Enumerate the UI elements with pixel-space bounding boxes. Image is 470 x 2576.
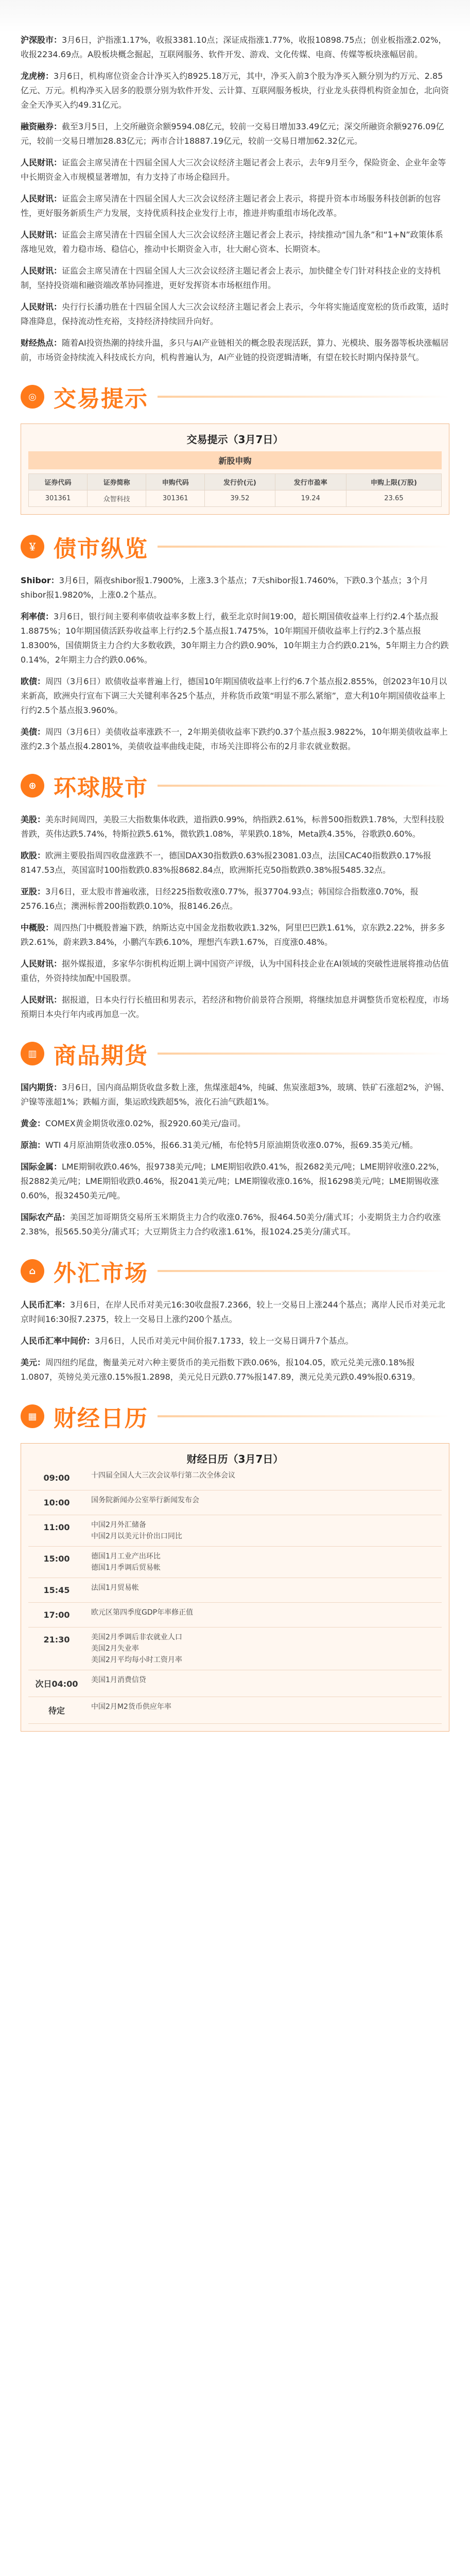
- paragraph: [21, 885, 449, 913]
- calendar-events: [85, 1547, 442, 1578]
- calendar-time: 17:00: [43, 1610, 70, 1620]
- section-banner-global: [21, 769, 449, 802]
- calendar-row: [28, 1515, 442, 1547]
- paragraph-text: 央行行长潘功胜在十四届全国人大三次会议经济主题记者会上表示，今年将实施适度宽松的货币政策，适时降准降息，保持流动性充裕，支持经济持续回升向好。: [21, 302, 449, 326]
- calendar-events: [85, 1490, 442, 1515]
- paragraph-text: 证监会主席吴清在十四届全国人大三次会议经济主题记者会上表示，将提升资本市场服务科技创新的包容性，更好服务新质生产力发展，支持优质科技企业发行上市，推进并购重组市场化改革。: [21, 194, 441, 218]
- paragraph-label: 中概股：: [21, 923, 54, 933]
- column-header: 发行市盈率: [275, 474, 346, 490]
- globe-icon: ⊕: [21, 774, 44, 798]
- paragraph-label: 国际农产品：: [21, 1212, 71, 1222]
- paragraph-label: Shibor：: [21, 575, 59, 585]
- calendar-row: [28, 1697, 442, 1724]
- section-divider: [158, 1053, 449, 1055]
- calendar-time: 09:00: [43, 1473, 70, 1483]
- paragraph-label: 人民财讯：: [21, 158, 62, 167]
- section-icon: ◎: [21, 385, 44, 409]
- paragraph-text: 3月6日，银行间主要利率债收益率多数上行，截至北京时间19:00，超长期国债收益率上行约2.4个基点报1.8875%；10年期国债活跃券收益率上行约2.5个基点报1.7475%，10年期国开债收益率上行约2.3个基点报1.8300%，国债期货主力合约大多数收跌，30年期主力合约跌0.90%，10年期主力合约跌0.21%，5年期主力合约跌0.14%，2年期主力合约跌0.06%。: [21, 612, 449, 665]
- calendar-event: 美国2月季调后非农就业人口: [91, 1633, 182, 1641]
- paragraph: [21, 609, 449, 667]
- calendar-row: [28, 1603, 442, 1628]
- paragraph: [21, 993, 449, 1022]
- calendar-event: 中国2月M2货币供应年率: [91, 1703, 171, 1711]
- paragraph-text: 周四热门中概股普遍下跌，纳斯达克中国金龙指数收跌1.32%，阿里巴巴跌1.61%，京东跌2.22%，拼多多跌2.61%，蔚来跌3.84%，小鹏汽车跌6.10%，理想汽车跌1.67%，百度涨0.48%。: [21, 923, 445, 947]
- paragraph-text: 3月6日，国内商品期货收盘多数上涨，焦煤涨超4%，纯碱、焦炭涨超3%，玻璃、铁矿石涨超2%，沪锡、沪镍等涨超1%；跌幅方面，集运欧线跌超5%，液化石油气跌超1%。: [21, 1082, 449, 1107]
- calendar-event: 中国2月外汇储备: [91, 1521, 146, 1529]
- paragraph-label: 国内期货：: [21, 1082, 62, 1092]
- calendar-row: [28, 1547, 442, 1578]
- paragraph-text: 欧洲主要股指周四收盘涨跌不一，德国DAX30指数跌0.63%报23081.03点，法国CAC40指数跌0.17%报8147.53点，英国富时100指数跌0.83%报8682.84点，欧洲斯托克50指数跌0.38%报5485.32点。: [21, 851, 431, 875]
- paragraph: [21, 264, 449, 293]
- calendar-time: 15:45: [43, 1585, 70, 1595]
- paragraph: [21, 228, 449, 257]
- paragraph-text: 证监会主席吴清在十四届全国人大三次会议经济主题记者会上表示，去年9月至今，保险资金、企业年金等中长期资金入市规模显著增加，有力支持了市场企稳回升。: [21, 158, 446, 182]
- paragraph-label: 欧债：: [21, 676, 46, 686]
- calendar-time: 21:30: [43, 1635, 70, 1645]
- paragraph-label: 人民财讯：: [21, 995, 62, 1005]
- paragraph: [21, 69, 449, 112]
- paragraph-label: 亚股：: [21, 887, 46, 896]
- paragraph-label: 美债：: [21, 727, 46, 737]
- calendar-event: 美国2月失业率: [91, 1645, 139, 1653]
- calendar-event: 十四届全国人大三次会议举行第二次全体会议: [91, 1471, 235, 1480]
- paragraph-text: 3月6日，隔夜shibor报1.7900%，上涨3.3个基点；7天shibor报1.7460%，下跌0.3个基点；3个月shibor报1.9820%，上涨0.2个基点。: [21, 575, 428, 600]
- calendar-row: [28, 1466, 442, 1490]
- calendar-events: [85, 1697, 442, 1723]
- section-divider: [158, 396, 449, 398]
- section-divider: [158, 1270, 449, 1272]
- paragraph-text: 证监会主席吴清在十四届全国人大三次会议经济主题记者会上表示，持续推动“国九条”和“1+N”政策体系落地见效，着力稳市场、稳信心，推动中长期资金入市，壮大耐心资本、长期资本。: [21, 230, 443, 254]
- paragraph-text: 截至3月5日，上交所融资余额9594.08亿元，较前一交易日增加33.49亿元；深交所融资余额9276.09亿元，较前一交易日增加28.83亿元；两市合计18887.19亿元，较前一交易日增加62.32亿元。: [21, 122, 444, 146]
- paragraph-label: 美股：: [21, 815, 46, 824]
- paragraph-label: 人民财讯：: [21, 959, 62, 969]
- table-cell: 301361: [29, 490, 88, 507]
- paragraph-label: 人民财讯：: [21, 302, 62, 312]
- column-header: 证券代码: [29, 474, 88, 490]
- calendar-events: [85, 1628, 442, 1670]
- section-banner-bond: [21, 530, 449, 563]
- paragraph-text: 美东时间周四，美股三大指数集体收跌，道指跌0.99%，纳指跌2.61%，标普500指数跌1.78%，大型科技股普跌，英伟达跌5.74%，特斯拉跌5.61%，微软跌1.08%，苹果跌0.18%，Meta跌4.35%，谷歌跌0.60%。: [21, 815, 445, 839]
- paragraph: [21, 849, 449, 877]
- paragraph: [21, 1298, 449, 1327]
- section-banner-fx: [21, 1255, 449, 1287]
- calendar-events: [85, 1670, 442, 1697]
- table-cell: 19.24: [275, 490, 346, 507]
- section-divider: [158, 785, 449, 787]
- calendar-time: 11:00: [43, 1522, 70, 1532]
- paragraph: [21, 1080, 449, 1109]
- paragraph-label: 龙虎榜：: [21, 71, 54, 81]
- paragraph: [21, 1138, 449, 1153]
- chart-icon: ▥: [21, 1042, 44, 1065]
- section-title: 环球股市: [54, 775, 148, 801]
- paragraph-label: 人民币汇率中间价：: [21, 1336, 95, 1346]
- column-header: 发行价(元): [205, 474, 275, 490]
- calendar-row: [28, 1490, 442, 1515]
- paragraph-text: 美国芝加哥期货交易所玉米期货主力合约收涨0.76%，报464.50美分/蒲式耳；小麦期货主力合约收涨2.38%，报565.50美分/蒲式耳；大豆期货主力合约收涨1.61%，报1024.25美分/蒲式耳。: [21, 1212, 441, 1236]
- paragraph-label: 人民财讯：: [21, 230, 62, 240]
- paragraph: [21, 957, 449, 986]
- section-banner-trade: [21, 380, 449, 413]
- table-cell: 301361: [146, 490, 205, 507]
- calendar-row: [28, 1628, 442, 1670]
- top-strip: [0, 0, 470, 33]
- paragraph: [21, 674, 449, 718]
- paragraph: [21, 33, 449, 62]
- calendar-event: 德国1月季调后贸易帐: [91, 1564, 161, 1572]
- paragraph: [21, 812, 449, 841]
- calendar-row: [28, 1670, 442, 1697]
- paragraph: [21, 921, 449, 950]
- calendar-events: [85, 1515, 442, 1546]
- paragraph-label: 利率债：: [21, 612, 54, 621]
- paragraph-text: 证监会主席吴清在十四届全国人大三次会议经济主题记者会上表示，加快健全专门针对科技企业的支持机制，坚持投资端和融资端改革协同推进，更好发挥资本市场枢纽作用。: [21, 266, 441, 290]
- calendar-box: [21, 1443, 449, 1732]
- calendar-event: 欧元区第四季度GDP年率修正值: [91, 1608, 194, 1617]
- commodity-section: [21, 1080, 449, 1239]
- paragraph-label: 人民财讯：: [21, 266, 62, 276]
- paragraph: [21, 573, 449, 602]
- paragraph-text: WTI 4月原油期货收涨0.05%，报66.31美元/桶，布伦特5月原油期货收涨0.07%，报69.35美元/桶。: [45, 1140, 418, 1150]
- paragraph-text: 3月6日，亚太股市普遍收涨，日经225指数收涨0.77%，报37704.93点；韩国综合指数涨0.70%，报2576.16点；澳洲标普200指数跌0.10%，报8146.26点。: [21, 887, 419, 911]
- calendar-time: 15:00: [43, 1554, 70, 1564]
- paragraph-text: 周四纽约尾盘，衡量美元对六种主要货币的美元指数下跌0.06%，报104.05，欧元兑美元涨0.18%报1.0807，英镑兑美元涨0.15%报1.2898，美元兑日元跌0.77%报147.89，澳元兑美元跌0.49%报0.6319。: [21, 1358, 421, 1382]
- paragraph: [21, 1334, 449, 1348]
- paragraph: [21, 300, 449, 329]
- paragraph-label: 国际金属：: [21, 1162, 62, 1172]
- paragraph: [21, 1355, 449, 1384]
- trade-box: [21, 423, 449, 515]
- calendar-box-title: 财经日历（3月7日）: [186, 1453, 284, 1465]
- paragraph-text: 周四（3月6日）欧债收益率普遍上行，德国10年期国债收益率上行约6.7个基点报2.855%，创2023年10月以来新高，欧洲央行宣布下调三大关键利率各25个基点，并称货币政策“明显不那么紧缩”，意大利10年期国债收益率上行约2.5个基点报3.960%。: [21, 676, 447, 715]
- calendar-time: 待定: [48, 1706, 65, 1716]
- calendar-events: [85, 1578, 442, 1602]
- paragraph-text: 3月6日，机构席位资金合计净买入约8925.18万元，其中，净买入前3个股为净买入额分别为约万元、2.85亿元、万元。机构净买入居多的股票分别为软件开发、云计算、互联网服务板块，行业龙头获得机构资金加仓，北向资金全天净买入约49.31亿元。: [21, 71, 449, 110]
- paragraph: [21, 1210, 449, 1239]
- paragraph-label: 欧股：: [21, 851, 46, 860]
- table-cell: 39.52: [205, 490, 275, 507]
- calendar-event: 德国1月工业产出环比: [91, 1552, 161, 1561]
- calendar-events: [85, 1603, 442, 1627]
- calendar-event: 美国1月消费信贷: [91, 1676, 146, 1684]
- calendar-icon: ▦: [21, 1404, 44, 1428]
- trade-box-title: 交易提示（3月7日）: [186, 433, 284, 446]
- paragraph-label: 黄金：: [21, 1118, 46, 1128]
- trade-sub-title: 新股申购: [28, 451, 442, 469]
- section-title: 债市纵览: [54, 536, 148, 562]
- column-header: 申购上限(万股): [346, 474, 442, 490]
- calendar-event: 美国2月平均每小时工资月率: [91, 1656, 182, 1664]
- paragraph-text: 3月6日，在岸人民币对美元16:30收盘报7.2366，较上一交易日上涨244个基点；离岸人民币对美元北京时间16:30报7.2375，较上一交易日上涨约200个基点。: [21, 1300, 446, 1324]
- paragraph-label: 人民币汇率：: [21, 1300, 71, 1310]
- section-title: 外汇市场: [54, 1260, 148, 1286]
- paragraph: [21, 1116, 449, 1131]
- section-title: 商品期货: [54, 1043, 148, 1069]
- paragraph-text: 周四（3月6日）美债收益率涨跌不一，2年期美债收益率下跌约0.37个基点报3.9822%，10年期美债收益率上涨约2.3个基点报4.2801%，美债收益率曲线走陡，市场关注即将公布的2月非农就业数据。: [21, 727, 448, 751]
- paragraph-text: 随着AI投资热潮的持续升温，多只与AI产业链相关的概念股表现活跃，算力、光模块、服务器等板块涨幅居前，市场资金持续流入科技成长方向，机构普遍认为，AI产业链的投资逻辑清晰，有望在较长时期内保持景气。: [21, 338, 449, 362]
- paragraph-label: 美元：: [21, 1358, 46, 1367]
- table-cell: 23.65: [346, 490, 442, 507]
- paragraph-text: 3月6日，人民币对美元中间价报7.1733，较上一交易日调升7个基点。: [95, 1336, 354, 1346]
- paragraph-text: 据外媒报道，多家华尔街机构近期上调中国资产评级，认为中国科技企业在AI领域的突破性进展将推动估值重估，外资持续加配中国股票。: [21, 959, 449, 983]
- paragraph: [21, 336, 449, 365]
- calendar-event: 法国1月贸易帐: [91, 1584, 139, 1592]
- section-title: 财经日历: [54, 1405, 148, 1432]
- content: [0, 33, 470, 1732]
- bank-icon: ⌂: [21, 1259, 44, 1283]
- bond-section: [21, 573, 449, 754]
- calendar-time: 10:00: [43, 1498, 70, 1507]
- fx-section: [21, 1298, 449, 1384]
- table-row: [29, 490, 442, 507]
- paragraph: [21, 156, 449, 184]
- table-header: [29, 474, 442, 490]
- paragraph-text: 据报道，日本央行行长植田和男表示，若经济和物价前景符合预期，将继续加息并调整货币宽松程度，市场预期日本央行年内或再加息一次。: [21, 995, 449, 1019]
- section-divider: [158, 546, 449, 548]
- calendar-events: [85, 1466, 442, 1490]
- paragraph: [21, 192, 449, 221]
- paragraph: [21, 1160, 449, 1203]
- calendar-event: 国务院新闻办公室举行新闻发布会: [91, 1496, 199, 1504]
- paragraph: [21, 120, 449, 148]
- section-title: 交易提示: [54, 386, 148, 412]
- market-section: [21, 33, 449, 365]
- paragraph-label: 沪深股市：: [21, 35, 62, 45]
- paragraph-label: 财经热点：: [21, 338, 62, 348]
- section-banner-calendar: [21, 1400, 449, 1433]
- paragraph-text: LME期铜收跌0.46%，报9738美元/吨；LME期铝收跌0.41%，报2682美元/吨；LME期锌收涨0.22%，报2882美元/吨；LME期铅收跌0.46%，报2041美元/吨；LME期镍收涨0.16%，报16298美元/吨；LME期锡收涨0.60%，报32450美元/吨。: [21, 1162, 445, 1200]
- section-icon: ￥: [21, 535, 44, 558]
- column-header: 证券简称: [88, 474, 146, 490]
- table-cell: 众智科技: [88, 490, 146, 507]
- paragraph-label: 人民财讯：: [21, 194, 62, 204]
- section-banner-commodity: [21, 1037, 449, 1070]
- calendar-row: [28, 1578, 442, 1603]
- paragraph-label: 融资融券：: [21, 122, 62, 131]
- calendar-time: 次日04:00: [35, 1679, 78, 1689]
- paragraph-label: 原油：: [21, 1140, 46, 1150]
- paragraph-text: COMEX黄金期货收涨0.02%，报2920.60美元/盎司。: [45, 1118, 246, 1128]
- section-divider: [158, 1415, 449, 1417]
- paragraph-text: 3月6日，沪指涨1.17%，收报3381.10点；深证成指涨1.77%，收报10898.75点；创业板指涨2.02%，收报2234.69点。A股板块概念掘起，互联网服务、软件开发、游戏、文化传媒、电商、传媒等板块涨幅居前。: [21, 35, 447, 59]
- ipo-table: [28, 473, 442, 507]
- paragraph: [21, 725, 449, 754]
- global-section: [21, 812, 449, 1022]
- column-header: 申购代码: [146, 474, 205, 490]
- calendar-event: 中国2月以美元计价出口同比: [91, 1532, 182, 1540]
